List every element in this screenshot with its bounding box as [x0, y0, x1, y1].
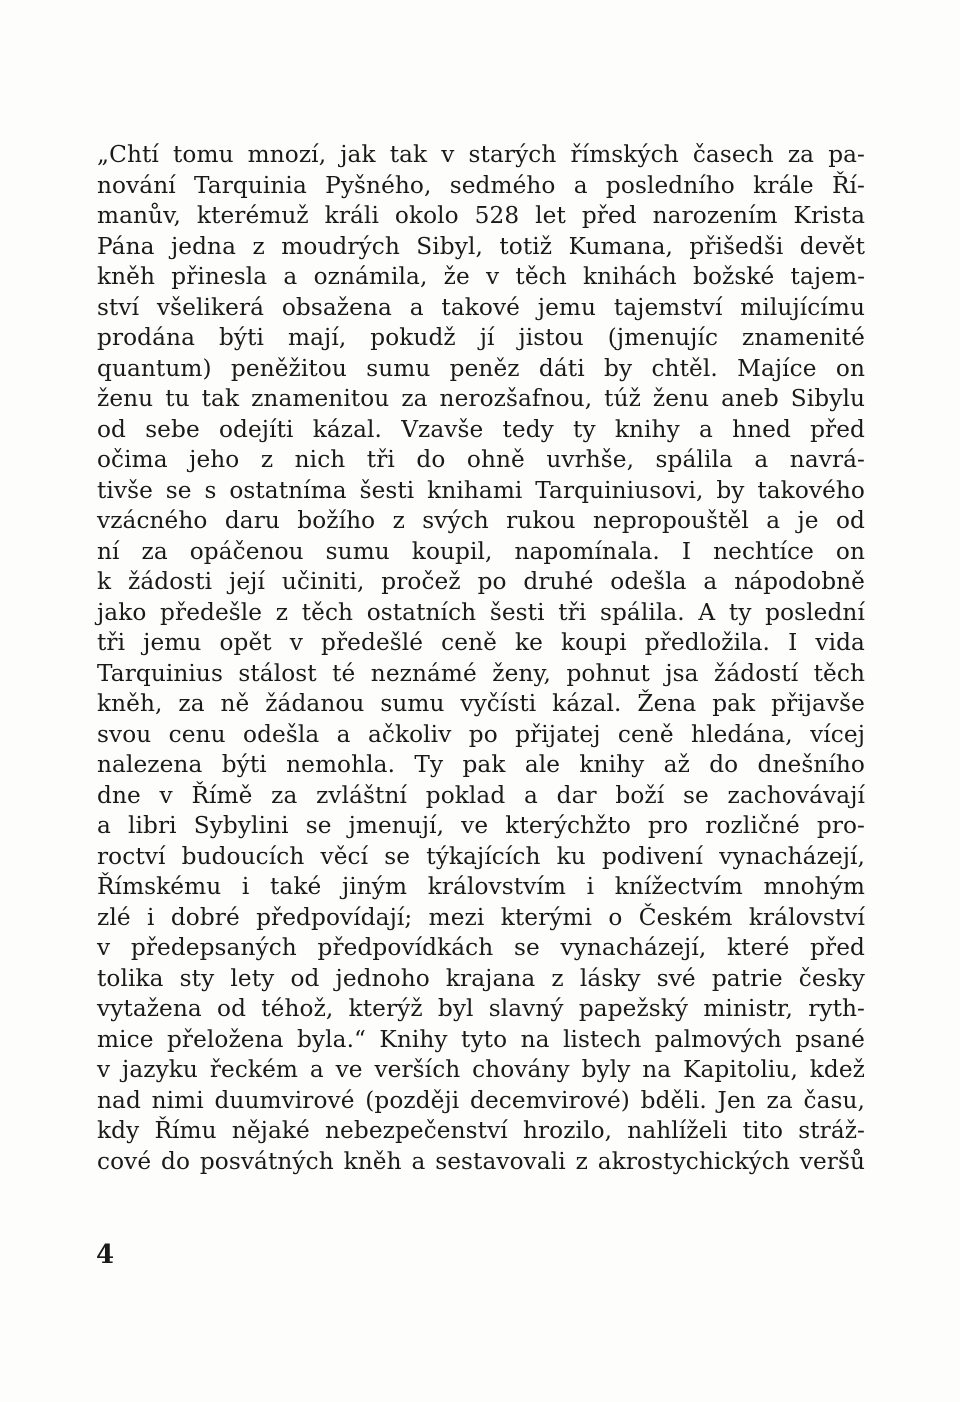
text-line: a libri Sybylini se jmenují, ve kterýchžto pro rozličné pro- [97, 812, 865, 839]
body-text [97, 140, 865, 1177]
text-line: zlé i dobré předpovídají; mezi kterými o Českém království [97, 903, 865, 931]
text-line: tivše se s ostatníma šesti knihami Tarquiniusovi, by takového [97, 476, 865, 504]
text-line: kdy Římu nějaké nebezpečenství hrozilo, nahlíželi tito stráž- [97, 1117, 865, 1144]
text-line: manův, kterémuž králi okolo 528 let před narozením Krista [97, 202, 865, 229]
text-line: dne v Římě za zvláštní poklad a dar boží se zachovávají [97, 781, 865, 809]
text-line: v předepsaných předpovídkách se vynacházejí, které před [97, 934, 865, 961]
text-line: očima jeho z nich tři do ohně uvrhše, spálila a navrá- [97, 446, 865, 473]
text-line: k žádosti její učiniti, pročež po druhé odešla a nápodobně [97, 568, 865, 595]
text-line: roctví budoucích věcí se týkajících ku podivení vynacházejí, [97, 842, 865, 870]
text-line: vytažena od téhož, kterýž byl slavný papežský ministr, ryth- [97, 995, 865, 1022]
text-line: v jazyku řeckém a ve verších chovány byly na Kapitoliu, kdež [97, 1056, 865, 1083]
text-line: ženu tu tak znamenitou za nerozšafnou, túž ženu aneb Sibylu [97, 385, 865, 412]
text-line: prodána býti mají, pokudž jí jistou (jmenujíc znamenité [97, 324, 865, 351]
text-line: quantum) peněžitou sumu peněz dáti by chtěl. Majíce on [97, 354, 865, 382]
text-line: kněh přinesla a oznámila, že v těch knihách božské tajem- [97, 263, 865, 290]
text-line: nalezena býti nemohla. Ty pak ale knihy až do dnešního [97, 751, 865, 778]
text-line: tři jemu opět v předešlé ceně ke koupi předložila. I vida [97, 629, 865, 656]
text-line: Tarquinius stálost té neznámé ženy, pohnut jsa žádostí těch [97, 659, 865, 687]
text-line: tolika sty lety od jednoho krajana z lásky své patrie česky [97, 964, 865, 992]
text-line: ství všelikerá obsažena a takové jemu tajemství milujícímu [97, 293, 865, 321]
text-line: Pána jedna z moudrých Sibyl, totiž Kumana, přišedši devět [97, 232, 865, 260]
text-line: mice přeložena byla.“ Knihy tyto na listech palmových psané [97, 1025, 865, 1053]
text-line: jako předešle z těch ostatních šesti tři spálila. A ty poslední [97, 598, 865, 626]
page-number: 4 [96, 1240, 115, 1270]
text-line: od sebe odejíti kázal. Vzavše tedy ty knihy a hned před [97, 415, 865, 443]
text-line: nování Tarquinia Pyšného, sedmého a posledního krále Ří- [97, 171, 865, 199]
text-line: nad nimi duumvirové (později decemvirové) bděli. Jen za času, [97, 1086, 865, 1114]
text-line: „Chtí tomu mnozí, jak tak v starých římských časech za pa- [97, 141, 865, 168]
text-line: kněh, za ně žádanou sumu vyčísti kázal. Žena pak přijavše [97, 690, 865, 717]
text-line: vzácného daru božího z svých rukou nepropouštěl a je od [97, 507, 865, 534]
text-line: ní za opáčenou sumu koupil, napomínala. I nechtíce on [97, 537, 865, 565]
text-line: Římskému i také jiným královstvím i knížectvím mnohým [97, 873, 865, 900]
text-line: cové do posvátných kněh a sestavovali z akrostychických veršů [97, 1147, 865, 1175]
text-line: svou cenu odešla a ačkoliv po přijatej ceně hledána, vícej [97, 720, 865, 748]
